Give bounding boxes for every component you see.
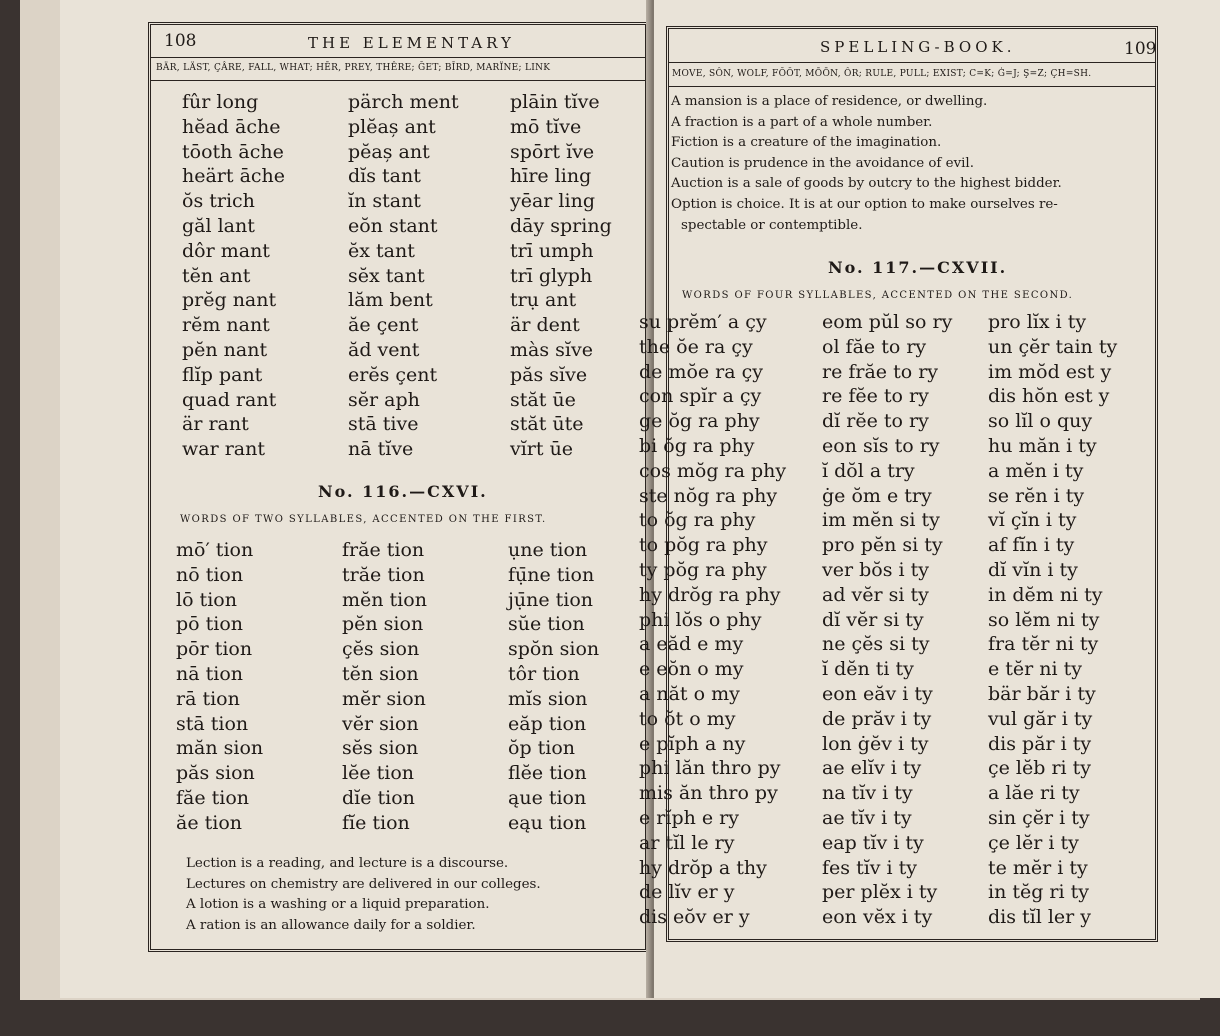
header-rule <box>669 62 1155 63</box>
word-entry: fra tĕr ni ty <box>988 633 1099 656</box>
word-entry: hĕad āche <box>182 115 281 138</box>
word-entry: a mĕn i ty <box>988 459 1084 482</box>
word-entry: ad vĕr si ty <box>822 583 929 606</box>
word-entry: ĭ dĕn ti ty <box>822 658 914 681</box>
key-rule <box>669 86 1155 87</box>
word-entry: bär băr i ty <box>988 682 1096 705</box>
word-entry: stā tion <box>176 712 249 735</box>
word-entry: vĕr sion <box>342 712 419 735</box>
word-entry: pĕn nant <box>182 338 268 361</box>
word-entry: stā tive <box>348 413 419 436</box>
section-subtitle: WORDS OF TWO SYLLABLES, ACCENTED ON THE FIRST. <box>180 514 547 525</box>
word-entry: lăm bent <box>348 289 433 312</box>
word-entry: hy drŏp a thy <box>639 856 767 879</box>
word-entry: su prĕm′ a çy <box>639 311 767 333</box>
word-entry: ąue tion <box>508 786 587 809</box>
header-rule <box>151 57 645 58</box>
book <box>20 0 1200 1000</box>
word-entry: pro pĕn si ty <box>822 534 943 557</box>
word-entry: re fĕe to ry <box>822 385 929 408</box>
word-entry: hu măn i ty <box>988 434 1097 457</box>
word-entry: fụ̄ne tion <box>508 563 595 586</box>
word-entry: flĭp pant <box>182 363 263 386</box>
page-number: 109 <box>1124 39 1157 59</box>
word-entry: to ŏg ra phy <box>639 509 756 532</box>
word-entry: păs sĭve <box>510 363 588 386</box>
word-entry: e eŏn o my <box>639 658 744 681</box>
word-entry: çe lĕb ri ty <box>988 757 1092 780</box>
word-entry: dĭ vĕr si ty <box>822 608 924 631</box>
word-entry: ĕx tant <box>348 239 415 262</box>
word-column-1 <box>639 310 786 930</box>
word-entry: spōrt ĭve <box>510 140 595 163</box>
word-column-3 <box>988 310 1117 930</box>
word-entry: sŭe tion <box>508 613 585 636</box>
sentence: Lectures on chemistry are delivered in our colleges. <box>186 876 541 892</box>
word-entry: im mĕn si ty <box>822 509 940 532</box>
word-entry: de mŏe ra çy <box>639 360 764 383</box>
word-entry: pō tion <box>176 613 244 636</box>
word-entry: dāy spring <box>510 214 612 237</box>
word-entry: vul găr i ty <box>988 707 1093 730</box>
word-entry: ĭ dŏl a try <box>822 459 915 482</box>
word-entry: ăe çent <box>348 314 419 337</box>
word-entry: rĕm nant <box>182 314 270 337</box>
sentence: Lection is a reading, and lecture is a discourse. <box>186 856 509 871</box>
word-column-1 <box>176 538 263 836</box>
word-entry: lō tion <box>176 588 237 611</box>
reading-sentences <box>186 854 541 936</box>
word-entry: hy drŏg ra phy <box>639 583 781 606</box>
sentence: Option is choice. It is at our option to make ourselves re- <box>671 196 1058 212</box>
word-entry: mis ăn thro py <box>639 782 778 805</box>
sentence: Fiction is a creature of the imagination. <box>671 135 942 151</box>
word-entry: fĭe tion <box>342 811 410 834</box>
reading-sentences <box>671 92 1062 236</box>
word-entry: eŏn stant <box>348 214 438 237</box>
word-entry: eap tĭv i ty <box>822 831 924 854</box>
sentence: spectable or contemptible. <box>681 217 863 233</box>
word-entry: rā tion <box>176 687 240 710</box>
word-entry: tĕn sion <box>342 662 419 685</box>
word-entry: ụne tion <box>508 539 588 561</box>
word-entry: ġe ŏm e try <box>822 484 932 507</box>
running-head: THE ELEMENTARY <box>308 34 515 52</box>
word-entry: ty pŏg ra phy <box>639 558 767 581</box>
word-entry: ne çĕs si ty <box>822 633 930 656</box>
word-entry: eom pŭl so ry <box>822 311 953 333</box>
word-entry: jụ̄ne tion <box>508 588 594 611</box>
word-entry: trăe tion <box>342 563 425 586</box>
word-entry: a lăe ri ty <box>988 782 1080 805</box>
word-entry: ol făe to ry <box>822 335 927 358</box>
word-entry: ăd vent <box>348 338 420 361</box>
word-entry: frăe tion <box>342 539 425 561</box>
section-title: No. 117.—CXVII. <box>828 258 1008 277</box>
word-entry: sĕs sion <box>342 737 419 760</box>
word-entry: är rant <box>182 413 249 436</box>
word-entry: e pĭph a ny <box>639 732 746 755</box>
word-entry: eon sĭs to ry <box>822 434 940 457</box>
word-column-3 <box>510 90 612 462</box>
word-entry: stăt ūe <box>510 388 576 411</box>
word-entry: erĕs çent <box>348 363 438 386</box>
word-entry: trī umph <box>510 239 594 262</box>
word-entry: cos mŏg ra phy <box>639 459 787 482</box>
word-entry: fûr long <box>182 91 259 113</box>
word-entry: de lĭv er y <box>639 881 735 904</box>
word-entry: phi lŏs o phy <box>639 608 762 631</box>
left-page <box>60 0 652 998</box>
word-entry: vĭrt ūe <box>510 438 574 461</box>
word-entry: ĭn stant <box>348 190 421 213</box>
word-entry: ste nŏg ra phy <box>639 484 778 507</box>
word-entry: vĭ çĭn i ty <box>988 509 1077 532</box>
word-entry: tōoth āche <box>182 140 284 163</box>
word-entry: sin çĕr i ty <box>988 806 1090 829</box>
word-entry: plĕaș ant <box>348 115 436 138</box>
word-entry: sĕx tant <box>348 264 425 287</box>
word-entry: dĭs tant <box>348 165 421 188</box>
word-entry: e tĕr ni ty <box>988 658 1083 681</box>
word-entry: heärt āche <box>182 165 286 188</box>
word-entry: a eăd e my <box>639 633 744 656</box>
right-page <box>639 0 1220 998</box>
word-entry: är dent <box>510 314 580 337</box>
sentence: A ration is an allowance daily for a soldier. <box>186 917 476 933</box>
word-entry: mĭs sion <box>508 687 588 710</box>
key-rule <box>151 80 645 81</box>
word-entry: dis hŏn est y <box>988 385 1110 408</box>
word-entry: to pŏg ra phy <box>639 534 768 557</box>
word-entry: nā tĭve <box>348 438 414 461</box>
word-entry: ŏs trich <box>182 190 255 213</box>
section-title: No. 116.—CXVI. <box>318 482 488 501</box>
word-entry: măn sion <box>176 737 264 760</box>
word-entry: trụ ant <box>510 289 577 312</box>
word-entry: pōr tion <box>176 638 253 661</box>
word-entry: lĕe tion <box>342 762 414 785</box>
pronunciation-key: BÄR, LÄST, ÇÂRE, FALL, WHAT; HĒR, PREY, THÊRE; ĞET; BĪRD, MARÏNE; LINK <box>156 63 551 73</box>
word-entry: af fĭn i ty <box>988 534 1075 557</box>
word-entry: nō tion <box>176 563 244 586</box>
word-entry: plāin tĭve <box>510 91 600 113</box>
word-entry: flĕe tion <box>508 762 587 785</box>
word-entry: dĭe tion <box>342 786 415 809</box>
sentence: A lotion is a washing or a liquid preparation. <box>186 897 490 913</box>
word-entry: dôr mant <box>182 239 270 262</box>
word-entry: in tĕg ri ty <box>988 881 1090 904</box>
word-entry: hīre ling <box>510 165 592 188</box>
sentence: Caution is prudence in the avoidance of evil. <box>671 155 974 171</box>
sentence: Auction is a sale of goods by outcry to the highest bidder. <box>671 176 1062 192</box>
word-entry: dis eŏv er y <box>639 906 750 929</box>
word-entry: eąu tion <box>508 811 587 834</box>
word-entry: se rĕn i ty <box>988 484 1085 507</box>
word-entry: ăe tion <box>176 811 242 834</box>
section-subtitle: WORDS OF FOUR SYLLABLES, ACCENTED ON THE SECOND. <box>682 290 1074 301</box>
word-entry: fes tĭv i ty <box>822 856 918 879</box>
page-number: 108 <box>164 31 197 51</box>
word-column-2 <box>348 90 459 462</box>
word-entry: per plĕx i ty <box>822 881 938 904</box>
word-entry: so lĭl o quy <box>988 410 1093 433</box>
word-entry: lon ġĕv i ty <box>822 732 929 755</box>
word-entry: eăp tion <box>508 712 587 735</box>
word-entry: eon vĕx i ty <box>822 906 933 929</box>
word-entry: găl lant <box>182 214 255 237</box>
word-entry: prĕg nant <box>182 289 277 312</box>
word-entry: te mĕr i ty <box>988 856 1088 879</box>
word-entry: quad rant <box>182 388 277 411</box>
word-entry: stăt ūte <box>510 413 584 436</box>
word-entry: yēar ling <box>510 190 595 213</box>
word-entry: dĭ vĭn i ty <box>988 558 1078 581</box>
word-entry: bi ŏg ra phy <box>639 434 755 457</box>
word-entry: the ŏe ra çy <box>639 335 753 358</box>
word-entry: e rĭph e ry <box>639 806 739 829</box>
word-entry: a năt o my <box>639 682 740 705</box>
word-column-3 <box>508 538 599 836</box>
word-entry: con spĭr a çy <box>639 385 762 408</box>
word-entry: mō tĭve <box>510 115 582 138</box>
word-entry: tĕn ant <box>182 264 251 287</box>
word-entry: tôr tion <box>508 662 580 685</box>
word-entry: pärch ment <box>348 91 459 113</box>
word-entry: de prăv i ty <box>822 707 932 730</box>
word-entry: war rant <box>182 438 265 461</box>
word-entry: phi lăn thro py <box>639 757 781 780</box>
word-column-1 <box>182 90 285 462</box>
word-entry: dĭ rĕe to ry <box>822 410 929 433</box>
word-entry: mĕr sion <box>342 687 426 710</box>
word-entry: pro lĭx i ty <box>988 311 1087 333</box>
word-entry: to ŏt o my <box>639 707 736 730</box>
word-entry: mĕn tion <box>342 588 427 611</box>
word-entry: dis tĭl ler y <box>988 906 1092 929</box>
word-entry: ar tĭl le ry <box>639 831 735 854</box>
word-entry: eon eăv i ty <box>822 682 933 705</box>
word-entry: pĕn sion <box>342 613 424 636</box>
word-entry: făe tion <box>176 786 250 809</box>
word-entry: ver bŏs i ty <box>822 558 929 581</box>
pronunciation-key: MOVE, SÔN, WOLF, FŎŎT, MŌŌN, ÔR; RULE, PULL; EXIST; C=K; Ġ=J; Ş=Z; ÇH=SH. <box>672 69 1092 79</box>
word-entry: na tĭv i ty <box>822 782 913 805</box>
word-column-2 <box>342 538 427 836</box>
word-column-2 <box>822 310 952 930</box>
word-entry: dis păr i ty <box>988 732 1092 755</box>
word-entry: sĕr aph <box>348 388 420 411</box>
word-entry: màs sĭve <box>510 338 593 361</box>
word-entry: ae elĭv i ty <box>822 757 922 780</box>
word-entry: çe lĕr i ty <box>988 831 1079 854</box>
word-entry: in dĕm ni ty <box>988 583 1103 606</box>
word-entry: trī glyph <box>510 264 593 287</box>
word-entry: un çĕr tain ty <box>988 335 1118 358</box>
word-entry: păs sion <box>176 762 255 785</box>
word-entry: nā tion <box>176 662 243 685</box>
word-entry: ae tĭv i ty <box>822 806 912 829</box>
word-entry: spŏn sion <box>508 638 600 661</box>
word-entry: im mŏd est y <box>988 360 1112 383</box>
word-entry: ge ŏg ra phy <box>639 410 760 433</box>
word-entry: çĕs sion <box>342 638 420 661</box>
sentence: A mansion is a place of residence, or dwelling. <box>671 94 988 109</box>
running-head: SPELLING-BOOK. <box>820 38 1016 56</box>
word-entry: ŏp tion <box>508 737 576 760</box>
sentence: A fraction is a part of a whole number. <box>671 114 933 130</box>
word-entry: mō′ tion <box>176 539 254 561</box>
word-entry: pĕaș ant <box>348 140 430 163</box>
word-entry: so lĕm ni ty <box>988 608 1100 631</box>
word-entry: re frăe to ry <box>822 360 939 383</box>
